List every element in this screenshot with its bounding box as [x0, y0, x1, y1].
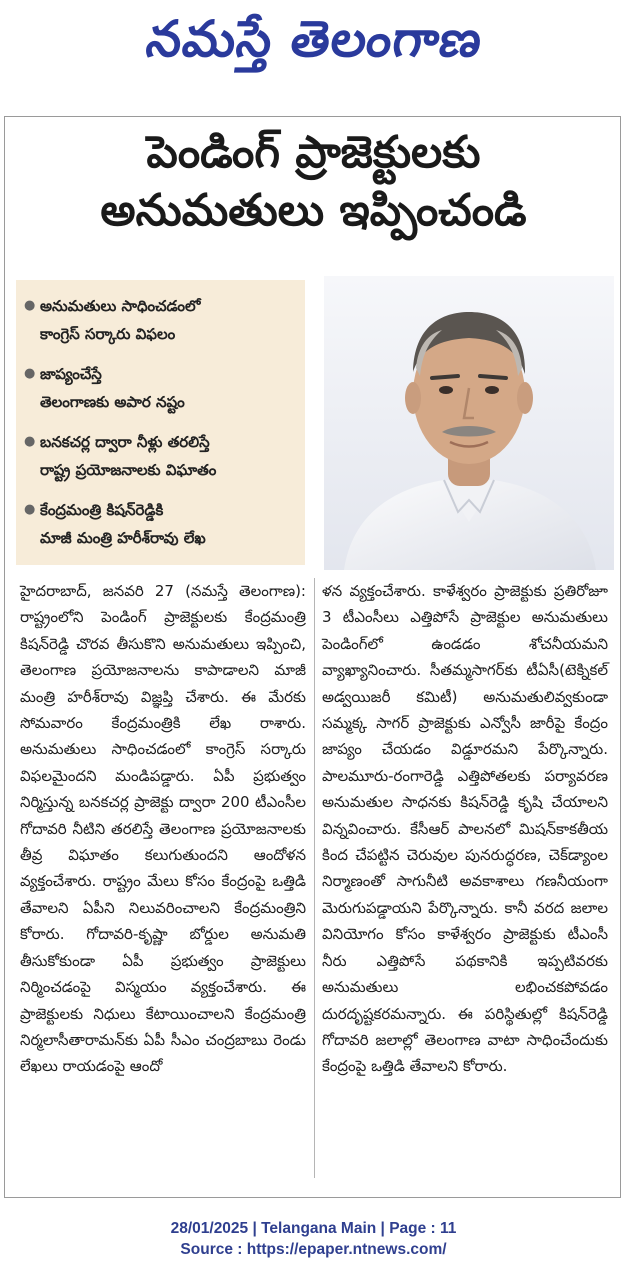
highlight-line: కాంగ్రెస్ సర్కారు విఫలం	[40, 325, 176, 343]
page-footer	[0, 1218, 627, 1260]
article-paragraph-right: ళన వ్యక్తంచేశారు. కాళేశ్వరం ప్రాజెక్టుకు ప్రతిరోజూ 3 టీఎంసీలు ఎత్తిపోసే ప్రాజెక్టుల అనుమతులు పెండింగ్‌లో ఉండడం శోచనీయమని వ్యాఖ్యానించారు. సీతమ్మసాగర్‌కు టీఏసీ(టెక్నికల్ అడ్వయిజరీ కమిటీ) అనుమతులివ్వకుండా సమ్మక్క సాగర్ ప్రాజెక్టుకు ఎన్వోసీ జారీపై కేంద్రం జాప్యం చేయడం విడ్డూరమని పేర్కొన్నారు. పాలమూరు-రంగారెడ్డి ఎత్తిపోతలకు పర్యావరణ అనుమతుల సాధనకు కిషన్‌రెడ్డి కృషి చేయాలని విన్నవించారు. కేసీఆర్ పాలనలో మిషన్‌కాకతీయ కింద చేపట్టిన చెరువుల పునరుద్ధరణ, చెక్‌డ్యాంల నిర్మాణంతో సాగునీటి అవకాశాలు గణనీయంగా మెరుగుపడ్డాయని పేర్కొన్నారు. కానీ వరద జలాల వినియోగం కోసం కాళేశ్వరం ప్రాజెక్టుకు టీఎంసీ నీరు ఎత్తిపోసే పథకానికి ఇప్పటివరకు అనుమతులు లభించకపోవడం దురదృష్టకరమన్నారు. ఈ పరిస్థితుల్లో కిషన్‌రెడ్డి గోదావరి జలాల్లో తెలంగాణ వాటా సాధించేందుకు కేంద్రంపై ఒత్తిడి తేవాలని కోరారు.	[322, 582, 608, 1076]
headline-line-2: అనుమతులు ఇప్పించండి	[100, 185, 527, 236]
highlight-line: అనుమతులు సాధించడంలో	[40, 297, 201, 315]
headline	[10, 124, 617, 240]
highlight-item	[24, 496, 297, 552]
headline-line-1: పెండింగ్ ప్రాజెక్టులకు	[146, 127, 481, 178]
article-paragraph-left: హైదరాబాద్, జనవరి 27 (నమస్తే తెలంగాణ): రాష్ట్రంలోని పెండింగ్ ప్రాజెక్టులకు కేంద్రమంత్రి కిషన్‌రెడ్డి చొరవ తీసుకొని అనుమతులు ఇప్పించి, తెలంగాణ ప్రయోజనాలను కాపాడాలని మాజీ మంత్రి హరీశ్‌రావు విజ్ఞప్తి చేశారు. ఈ మేరకు సోమవారం కేంద్రమంత్రికి లేఖ రాశారు. అనుమతులు సాధించడంలో కాంగ్రెస్ సర్కారు విఫలమైందని మండిపడ్డారు. ఏపీ ప్రభుత్వం నిర్మిస్తున్న బనకచర్ల ప్రాజెక్టు ద్వారా 200 టీఎంసీల గోదావరి నీటిని తరలిస్తే తెలంగాణ ప్రయోజనాలకు తీవ్ర విఘాతం కలుగుతుందని ఆందోళన వ్యక్తంచేశారు. రాష్ట్రం మేలు కోసం కేంద్రంపై ఒత్తిడి తేవాలని ఏపీని నిలువరించాలని కేంద్రమంత్రిని కోరారు. గోదావరి-కృష్ణా బోర్డుల అనుమతి తీసుకోకుండా ఏపీ ప్రభుత్వం ప్రాజెక్టులు నిర్మించడంపై విస్మయం వ్యక్తంచేశారు. ఈ ప్రాజెక్టులకు నిధులు కేటాయించాలని కేంద్రమంత్రి నిర్మలాసీతారామన్‌కు ఏపీ సీఎం చంద్రబాబు రెండు లేఖలు రాయడంపై ఆందో	[20, 582, 306, 1076]
masthead	[0, 0, 627, 90]
masthead-logo: నమస్తే తెలంగాణ	[142, 9, 487, 68]
article-body	[20, 578, 612, 1190]
highlight-line: కేంద్రమంత్రి కిషన్‌రెడ్డికి	[40, 501, 164, 519]
bullet-dot-icon: ●	[24, 366, 36, 381]
bullet-dot-icon: ●	[24, 434, 36, 449]
article-column-left	[20, 578, 306, 1080]
highlight-item	[24, 292, 297, 348]
highlight-line: తెలంగాణకు అపార నష్టం	[40, 393, 185, 411]
highlight-line: బనకచర్ల ద్వారా నీళ్లు తరలిస్తే	[40, 433, 210, 451]
bullet-dot-icon: ●	[24, 298, 36, 313]
column-divider	[314, 578, 315, 1178]
bullet-dot-icon: ●	[24, 502, 36, 517]
highlight-line: మాజీ మంత్రి హరీశ్‌రావు లేఖ	[40, 529, 206, 547]
person-photo-icon	[324, 276, 614, 570]
footer-date-edition: 28/01/2025 | Telangana Main | Page : 11	[170, 1220, 457, 1237]
article-column-right	[322, 578, 608, 1080]
highlight-item	[24, 428, 297, 484]
highlight-line: రాష్ట్ర ప్రయోజనాలకు విఘాతం	[40, 461, 217, 479]
footer-source: Source : https://epaper.ntnews.com/	[180, 1241, 447, 1258]
highlight-line: జాప్యంచేస్తే	[40, 365, 102, 383]
highlight-item	[24, 360, 297, 416]
highlights-box	[16, 280, 305, 565]
